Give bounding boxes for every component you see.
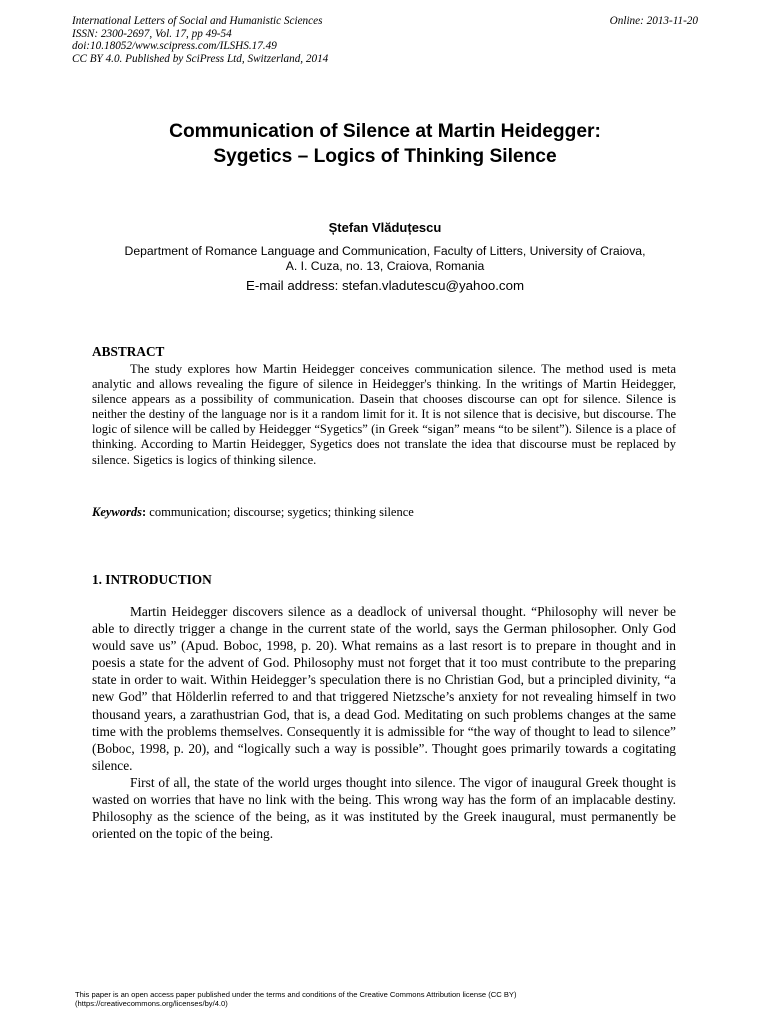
affiliation-line-2: A. I. Cuza, no. 13, Craiova, Romania [285,258,485,273]
keywords-label: Keywords [92,505,142,519]
abstract-body [92,362,676,468]
title-line-1: Communication of Silence at Martin Heidegger: [169,121,601,142]
keywords-text: communication; discourse; sygetics; thinking silence [146,505,414,519]
journal-header [72,15,698,65]
journal-issn: ISSN: 2300-2697, Vol. 17, pp 49-54 [72,27,232,40]
journal-name: International Letters of Social and Humanistic Sciences [72,15,323,27]
introduction-body [92,603,676,842]
introduction-paragraph-1: Martin Heidegger discovers silence as a deadlock of universal thought. “Philosophy will never be able to directly trigger a change in the current state of the world, says the German philosopher. Only God would save us” (Apud. Boboc, 1998, p. 20). What remains as a last resort is to prepare in thought and in poesis a state for the advent of God. Philosophy must not forget that it too must contribute to the preparing state in order to wait. Within Heidegger’s speculation there is no Christian God, but a principled divinity, “a new God” that Hölderlin referred to and that triggered Nietzsche’s anxiety for not revealing himself in two thousand years, a zarathustrian God, that is, a dead God. Meditating on such problems changes at the same time with the problems themselves. Consequently it is admissible for “the way of thought to lead to silence” (Boboc, 1998, p. 20), and “logically such a way is possible”. Thought goes primarily towards a cogitating silence. [92,604,676,773]
footer-line-2: (https://creativecommons.org/licenses/by/4.0) [75,999,228,1008]
affiliation-line-1: Department of Romance Language and Communication, Faculty of Litters, University of Craiova, [124,244,646,258]
keywords-colon: : [142,505,147,519]
author-email: E-mail address: stefan.vladutescu@yahoo.com [245,278,525,293]
introduction-paragraph-2: First of all, the state of the world urges thought into silence. The vigor of inaugural Greek thought is wasted on worries that have no link with the being. This wrong way has the form of an implacable destiny. Philosophy as the science of the being, as it was instituted by the Greek inaugural, must permanently be oriented on the topic of the being. [92,774,676,842]
author-affiliation [72,244,698,273]
license-footer [75,990,695,1008]
abstract-text: The study explores how Martin Heidegger conceives communication silence. The method used is meta analytic and allows revealing the figure of silence in Heidegger's thinking. In the writings of Martin Heidegger, silence appears as a possibility of communication. Dasein that chooses discourse can opt for silence. Silence is neither the destiny of the language nor is it a random limit for it. It is not silence that is decisive, but discourse. The logic of silence will be called by Heidegger “Sygetics” (in Greek “sigan” means “to be silent”). Silence is a place of thinking. According to Martin Heidegger, Sygetics does not translate the idea that discourse must be replaced by silence. Sigetics is logics of thinking silence. [92,362,676,467]
footer-line-1: This paper is an open access paper published under the terms and conditions of the Creative Commons Attribution license (CC BY) [75,990,517,999]
online-date: Online: 2013-11-20 [609,15,698,27]
author-name: Ștefan Vlăduțescu [328,220,442,235]
introduction-heading: 1. INTRODUCTION [92,572,212,587]
keywords-line [92,505,414,520]
abstract-heading: ABSTRACT [92,344,165,359]
journal-doi: doi:10.18052/www.scipress.com/ILSHS.17.49 [72,40,277,53]
paper-title [72,119,698,169]
journal-license: CC BY 4.0. Published by SciPress Ltd, Switzerland, 2014 [72,52,329,65]
title-line-2: Sygetics – Logics of Thinking Silence [213,146,557,167]
